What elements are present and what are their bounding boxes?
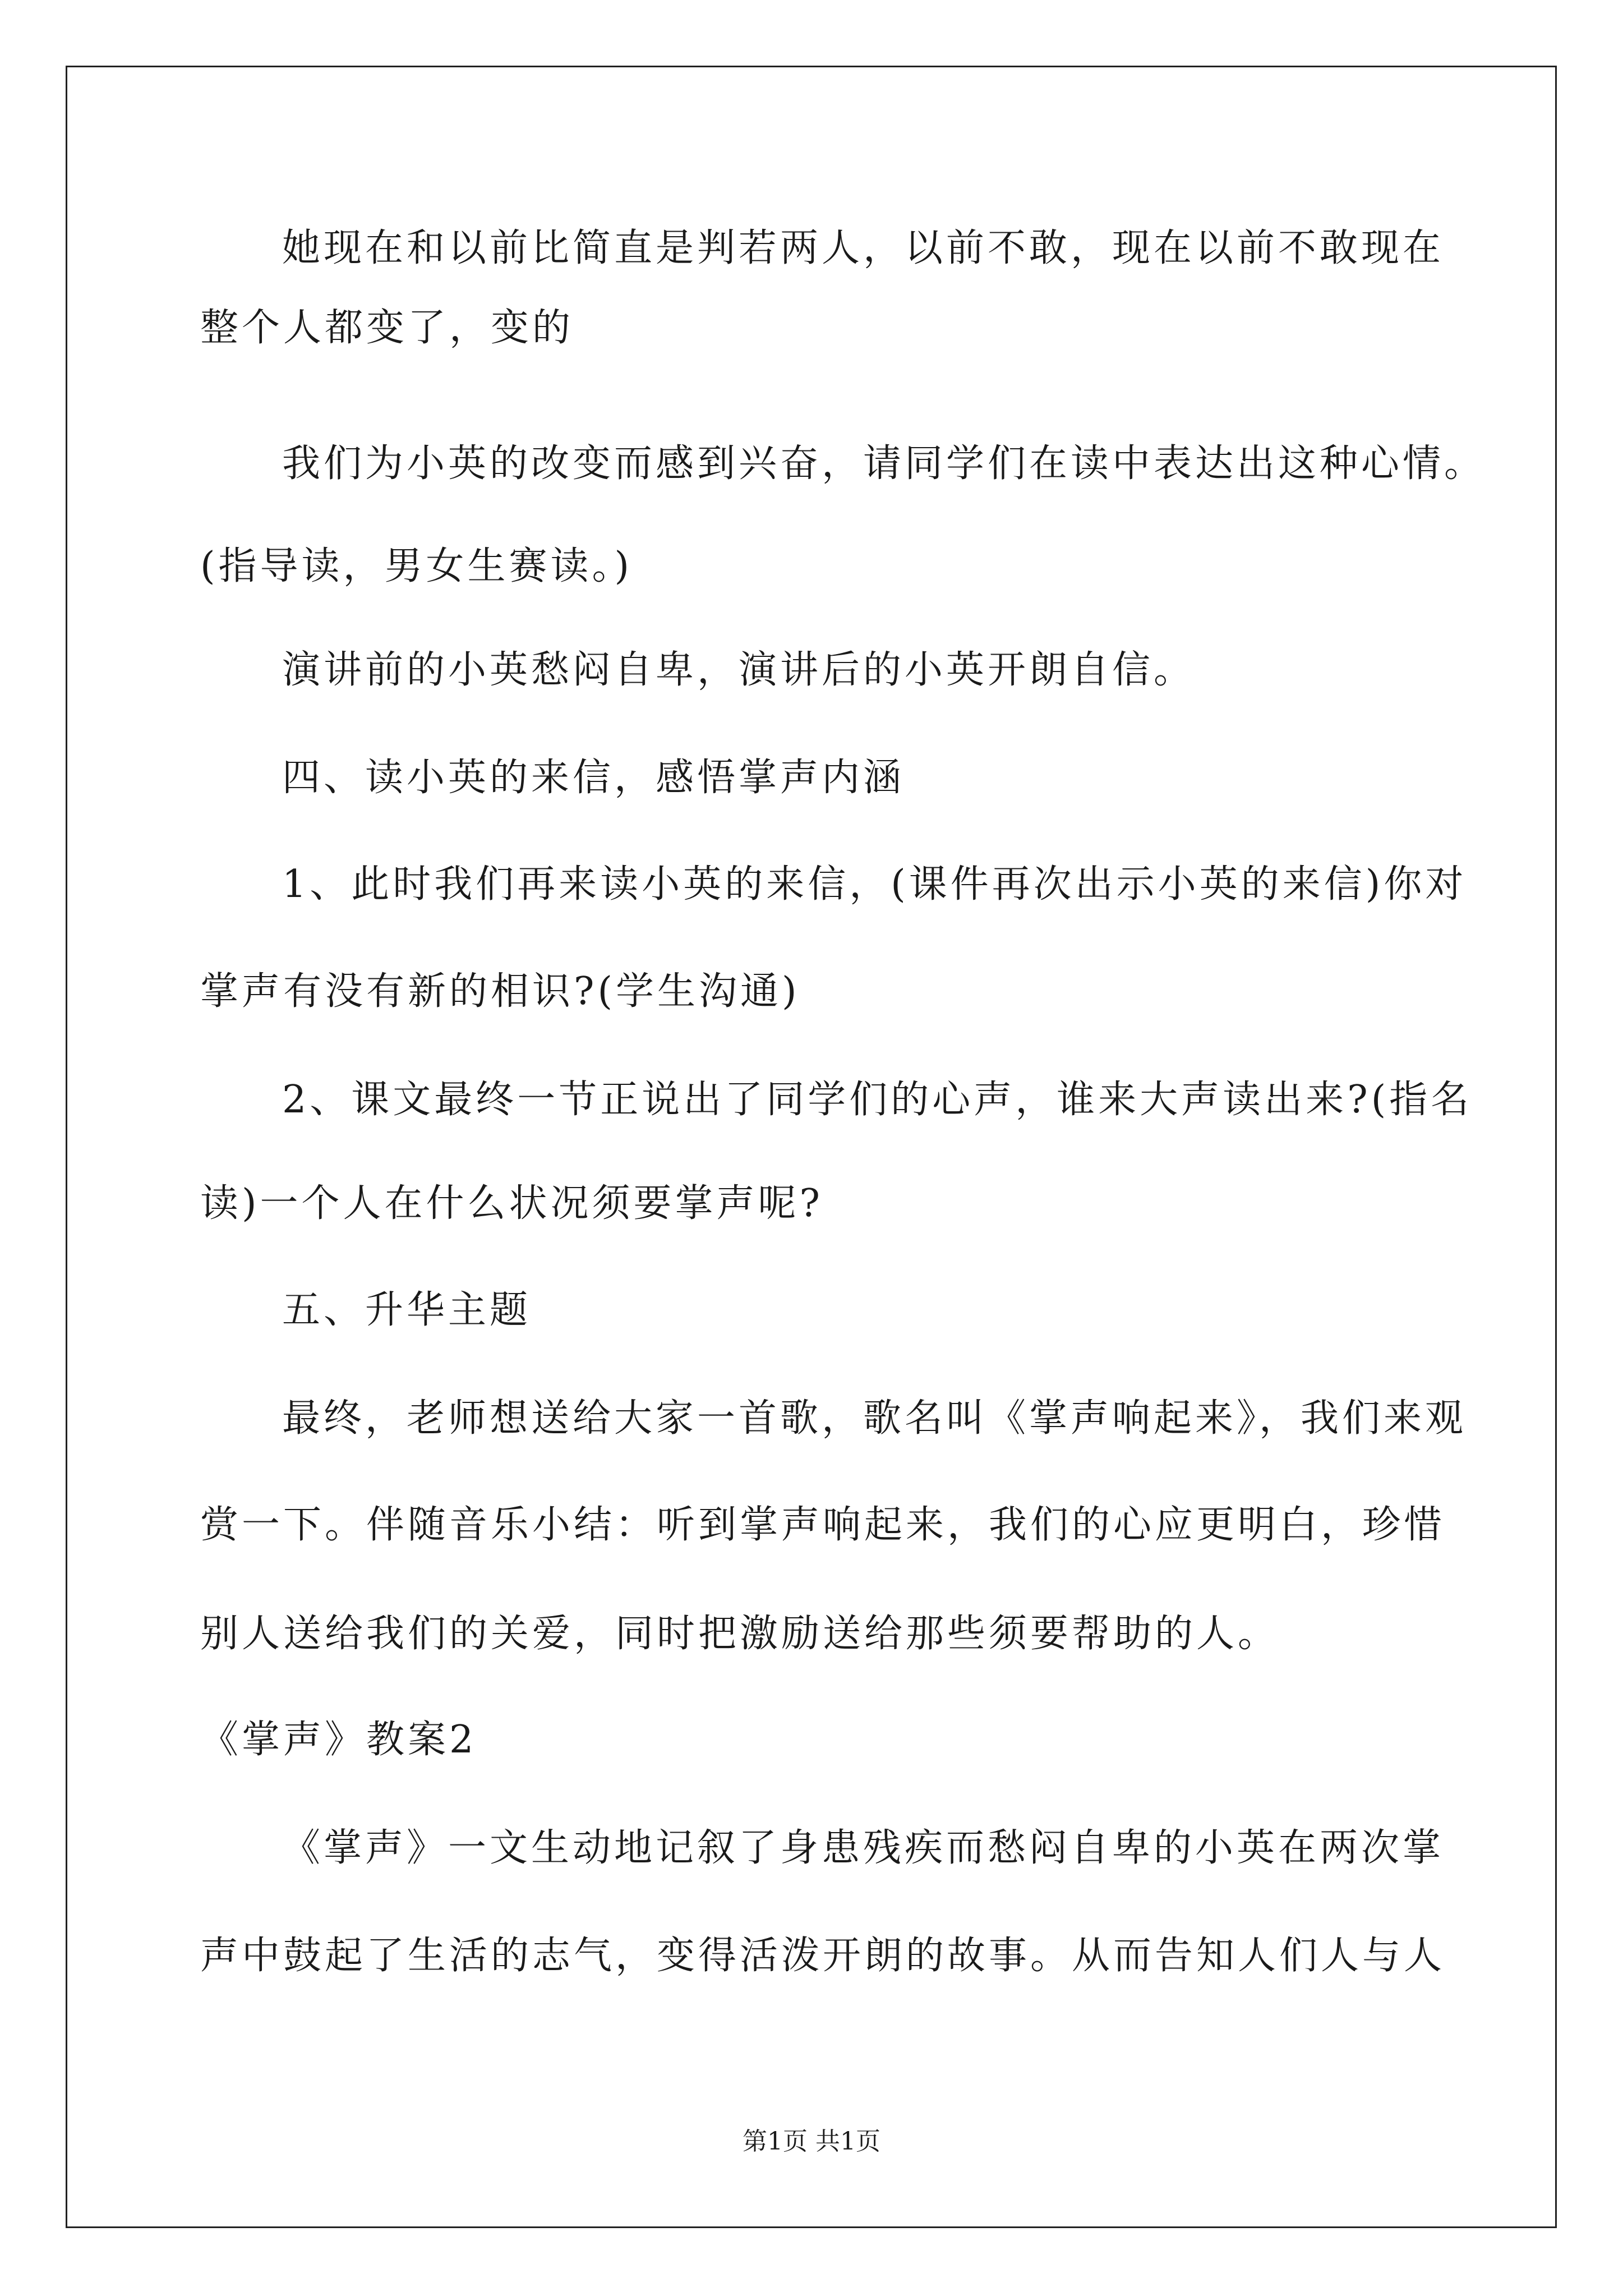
paragraph-line: 最终，老师想送给大家一首歌，歌名叫《掌声响起来》，我们来观 <box>282 1396 1467 1441</box>
page-border <box>66 66 1557 2228</box>
paragraph-line: 我们为小英的改变而感到兴奋，请同学们在读中表达出这种心情。 <box>282 441 1486 486</box>
paragraph-line: 1、此时我们再来读小英的来信，(课件再次出示小英的来信)你对 <box>282 862 1467 907</box>
paragraph-line: 别人送给我们的关爱，同时把激励送给那些须要帮助的人。 <box>200 1612 1280 1656</box>
page-footer: 第1页 共1页 <box>743 2127 880 2156</box>
paragraph-line: 她现在和以前比简直是判若两人，以前不敢，现在以前不敢现在 <box>282 226 1445 270</box>
paragraph-line: 读)一个人在什么状况须要掌声呢? <box>200 1181 823 1226</box>
paragraph-line: 演讲前的小英愁闷自卑，演讲后的小英开朗自信。 <box>282 648 1196 692</box>
subheading-line: 五、升华主题 <box>282 1288 532 1332</box>
paragraph-line: 声中鼓起了生活的志气，变得活泼开朗的故事。从而告知人们人与人 <box>200 1934 1446 1978</box>
paragraph-line: 赏一下。伴随音乐小结：听到掌声响起来，我们的心应更明白，珍惜 <box>200 1503 1446 1547</box>
paragraph-line: 《掌声》一文生动地记叙了身患残疾而愁闷自卑的小英在两次掌 <box>282 1826 1445 1870</box>
paragraph-line: 掌声有没有新的相识?(学生沟通) <box>200 969 800 1014</box>
paragraph-line: 整个人都变了，变的 <box>200 306 574 350</box>
section-heading: 《掌声》教案2 <box>200 1718 477 1762</box>
paragraph-line: (指导读，男女生赛读。) <box>200 544 633 588</box>
paragraph-line: 2、课文最终一节正说出了同学们的心声，谁来大声读出来?(指名 <box>282 1078 1473 1122</box>
subheading-line: 四、读小英的来信，感悟掌声内涵 <box>282 756 905 800</box>
